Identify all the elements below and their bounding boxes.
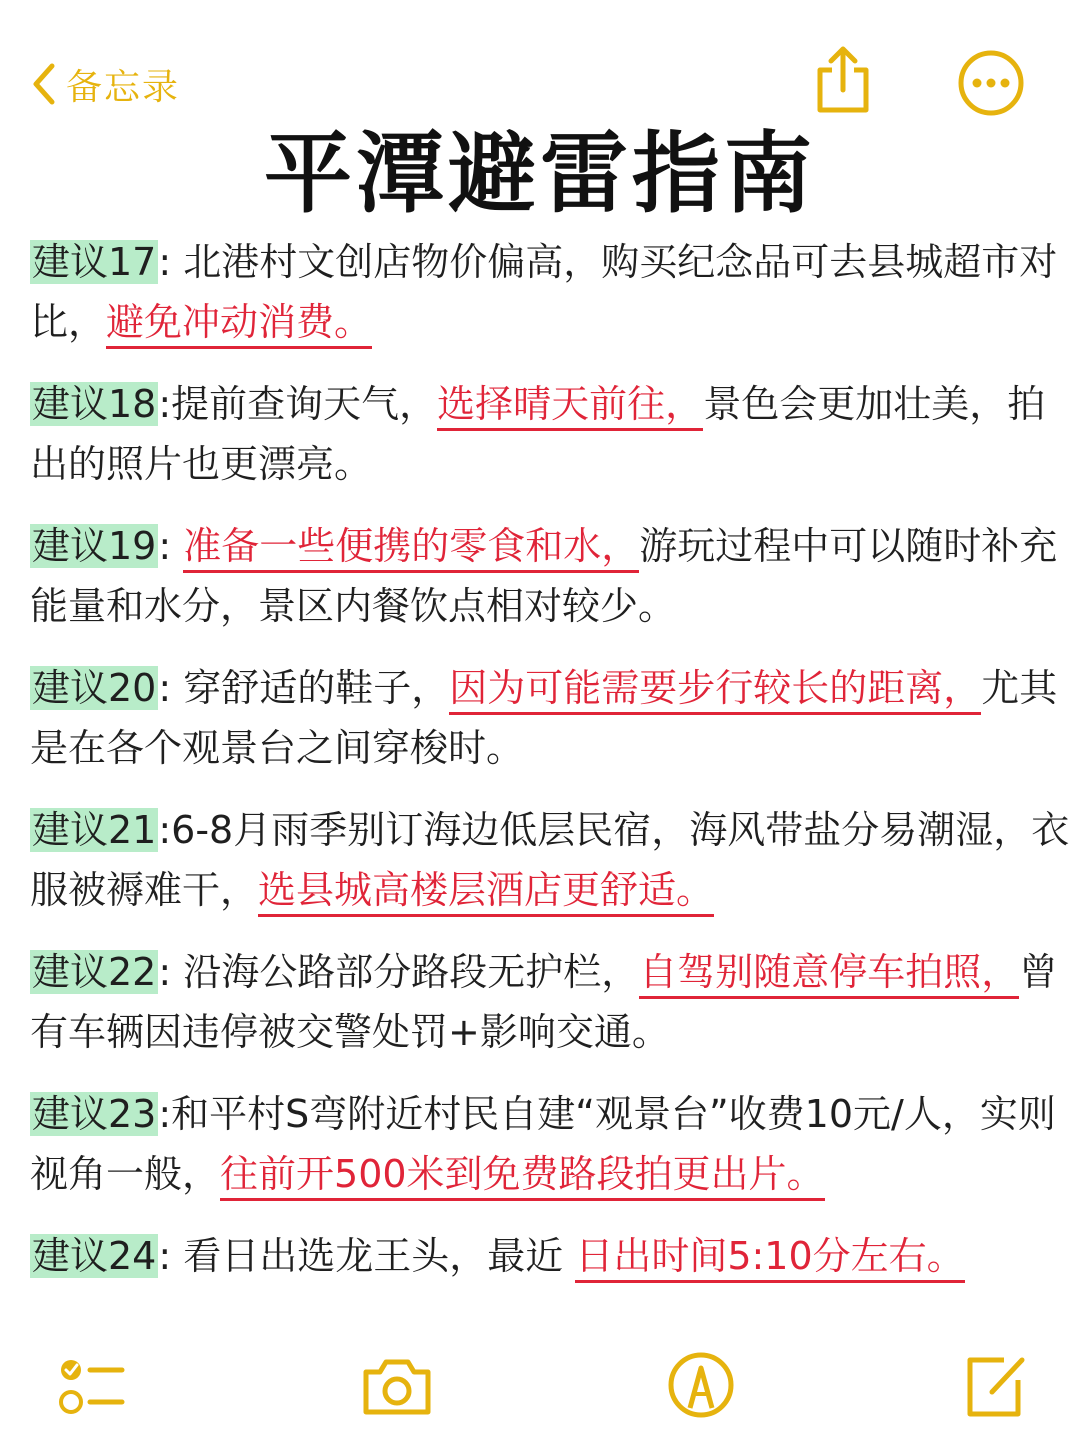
tip-text: : 穿舒适的鞋子，	[158, 666, 450, 710]
tip-tag: 建议22	[32, 950, 157, 994]
tip-highlight: 日出时间5:10分左右。	[575, 1234, 964, 1283]
tip-text-end: 游玩过程中可以随时补充能量和水分，景区内餐饮点相对较少。	[30, 524, 1058, 628]
tip-item	[30, 232, 1070, 352]
checklist-icon[interactable]	[56, 1350, 126, 1420]
tip-text: :6-8月雨季别订海边低层民宿，海风带盐分易潮湿，衣服被褥难干，	[30, 808, 1070, 912]
tip-item	[30, 942, 1070, 1062]
tip-tag: 建议18	[32, 382, 157, 426]
tip-text: :和平村S弯附近村民自建“观景台”收费10元/人，实则视角一般，	[30, 1092, 1056, 1196]
back-label: 备忘录	[66, 66, 181, 108]
tip-text-end: 尤其是在各个观景台之间穿梭时。	[30, 666, 1058, 770]
chevron-left-icon	[28, 60, 58, 108]
tip-highlight: 因为可能需要步行较长的距离，	[449, 666, 981, 715]
tip-tag: 建议24	[32, 1234, 157, 1278]
tip-text-end: 曾有车辆因违停被交警处罚+影响交通。	[30, 950, 1058, 1054]
tip-text: :	[158, 524, 184, 568]
tip-text: :提前查询天气，	[158, 382, 438, 426]
camera-icon[interactable]	[360, 1350, 434, 1420]
navigation-bar	[0, 0, 1080, 120]
tip-text: : 北港村文创店物价偏高，购买纪念品可去县城超市对比，	[30, 240, 1058, 344]
tip-highlight: 避免冲动消费。	[106, 300, 372, 349]
tip-highlight: 选择晴天前往，	[437, 382, 703, 431]
tip-text: : 看日出选龙王头，最近	[158, 1234, 576, 1278]
tip-item	[30, 800, 1070, 920]
tip-tag: 建议19	[32, 524, 157, 568]
tip-highlight: 准备一些便携的零食和水，	[183, 524, 639, 573]
tip-item	[30, 1226, 1070, 1286]
tip-highlight: 选县城高楼层酒店更舒适。	[258, 868, 714, 917]
tip-highlight: 自驾别随意停车拍照，	[639, 950, 1019, 999]
tip-item	[30, 516, 1070, 636]
tip-tag: 建议20	[32, 666, 157, 710]
tip-tag: 建议21	[32, 808, 157, 852]
compose-icon[interactable]	[962, 1350, 1032, 1420]
tip-text-end: 景色会更加壮美，拍出的照片也更漂亮。	[30, 382, 1046, 486]
tip-item	[30, 658, 1070, 778]
tip-tag: 建议23	[32, 1092, 157, 1136]
tip-highlight: 往前开500米到免费路段拍更出片。	[220, 1152, 825, 1201]
bottom-toolbar	[0, 1350, 1080, 1430]
tip-item	[30, 1084, 1070, 1204]
tip-item	[30, 374, 1070, 494]
markup-icon[interactable]	[666, 1350, 736, 1420]
note-body[interactable]	[30, 232, 1070, 1308]
tip-text: : 沿海公路部分路段无护栏，	[158, 950, 640, 994]
tip-tag: 建议17	[32, 240, 157, 284]
note-title: 平潭避雷指南	[263, 122, 816, 225]
